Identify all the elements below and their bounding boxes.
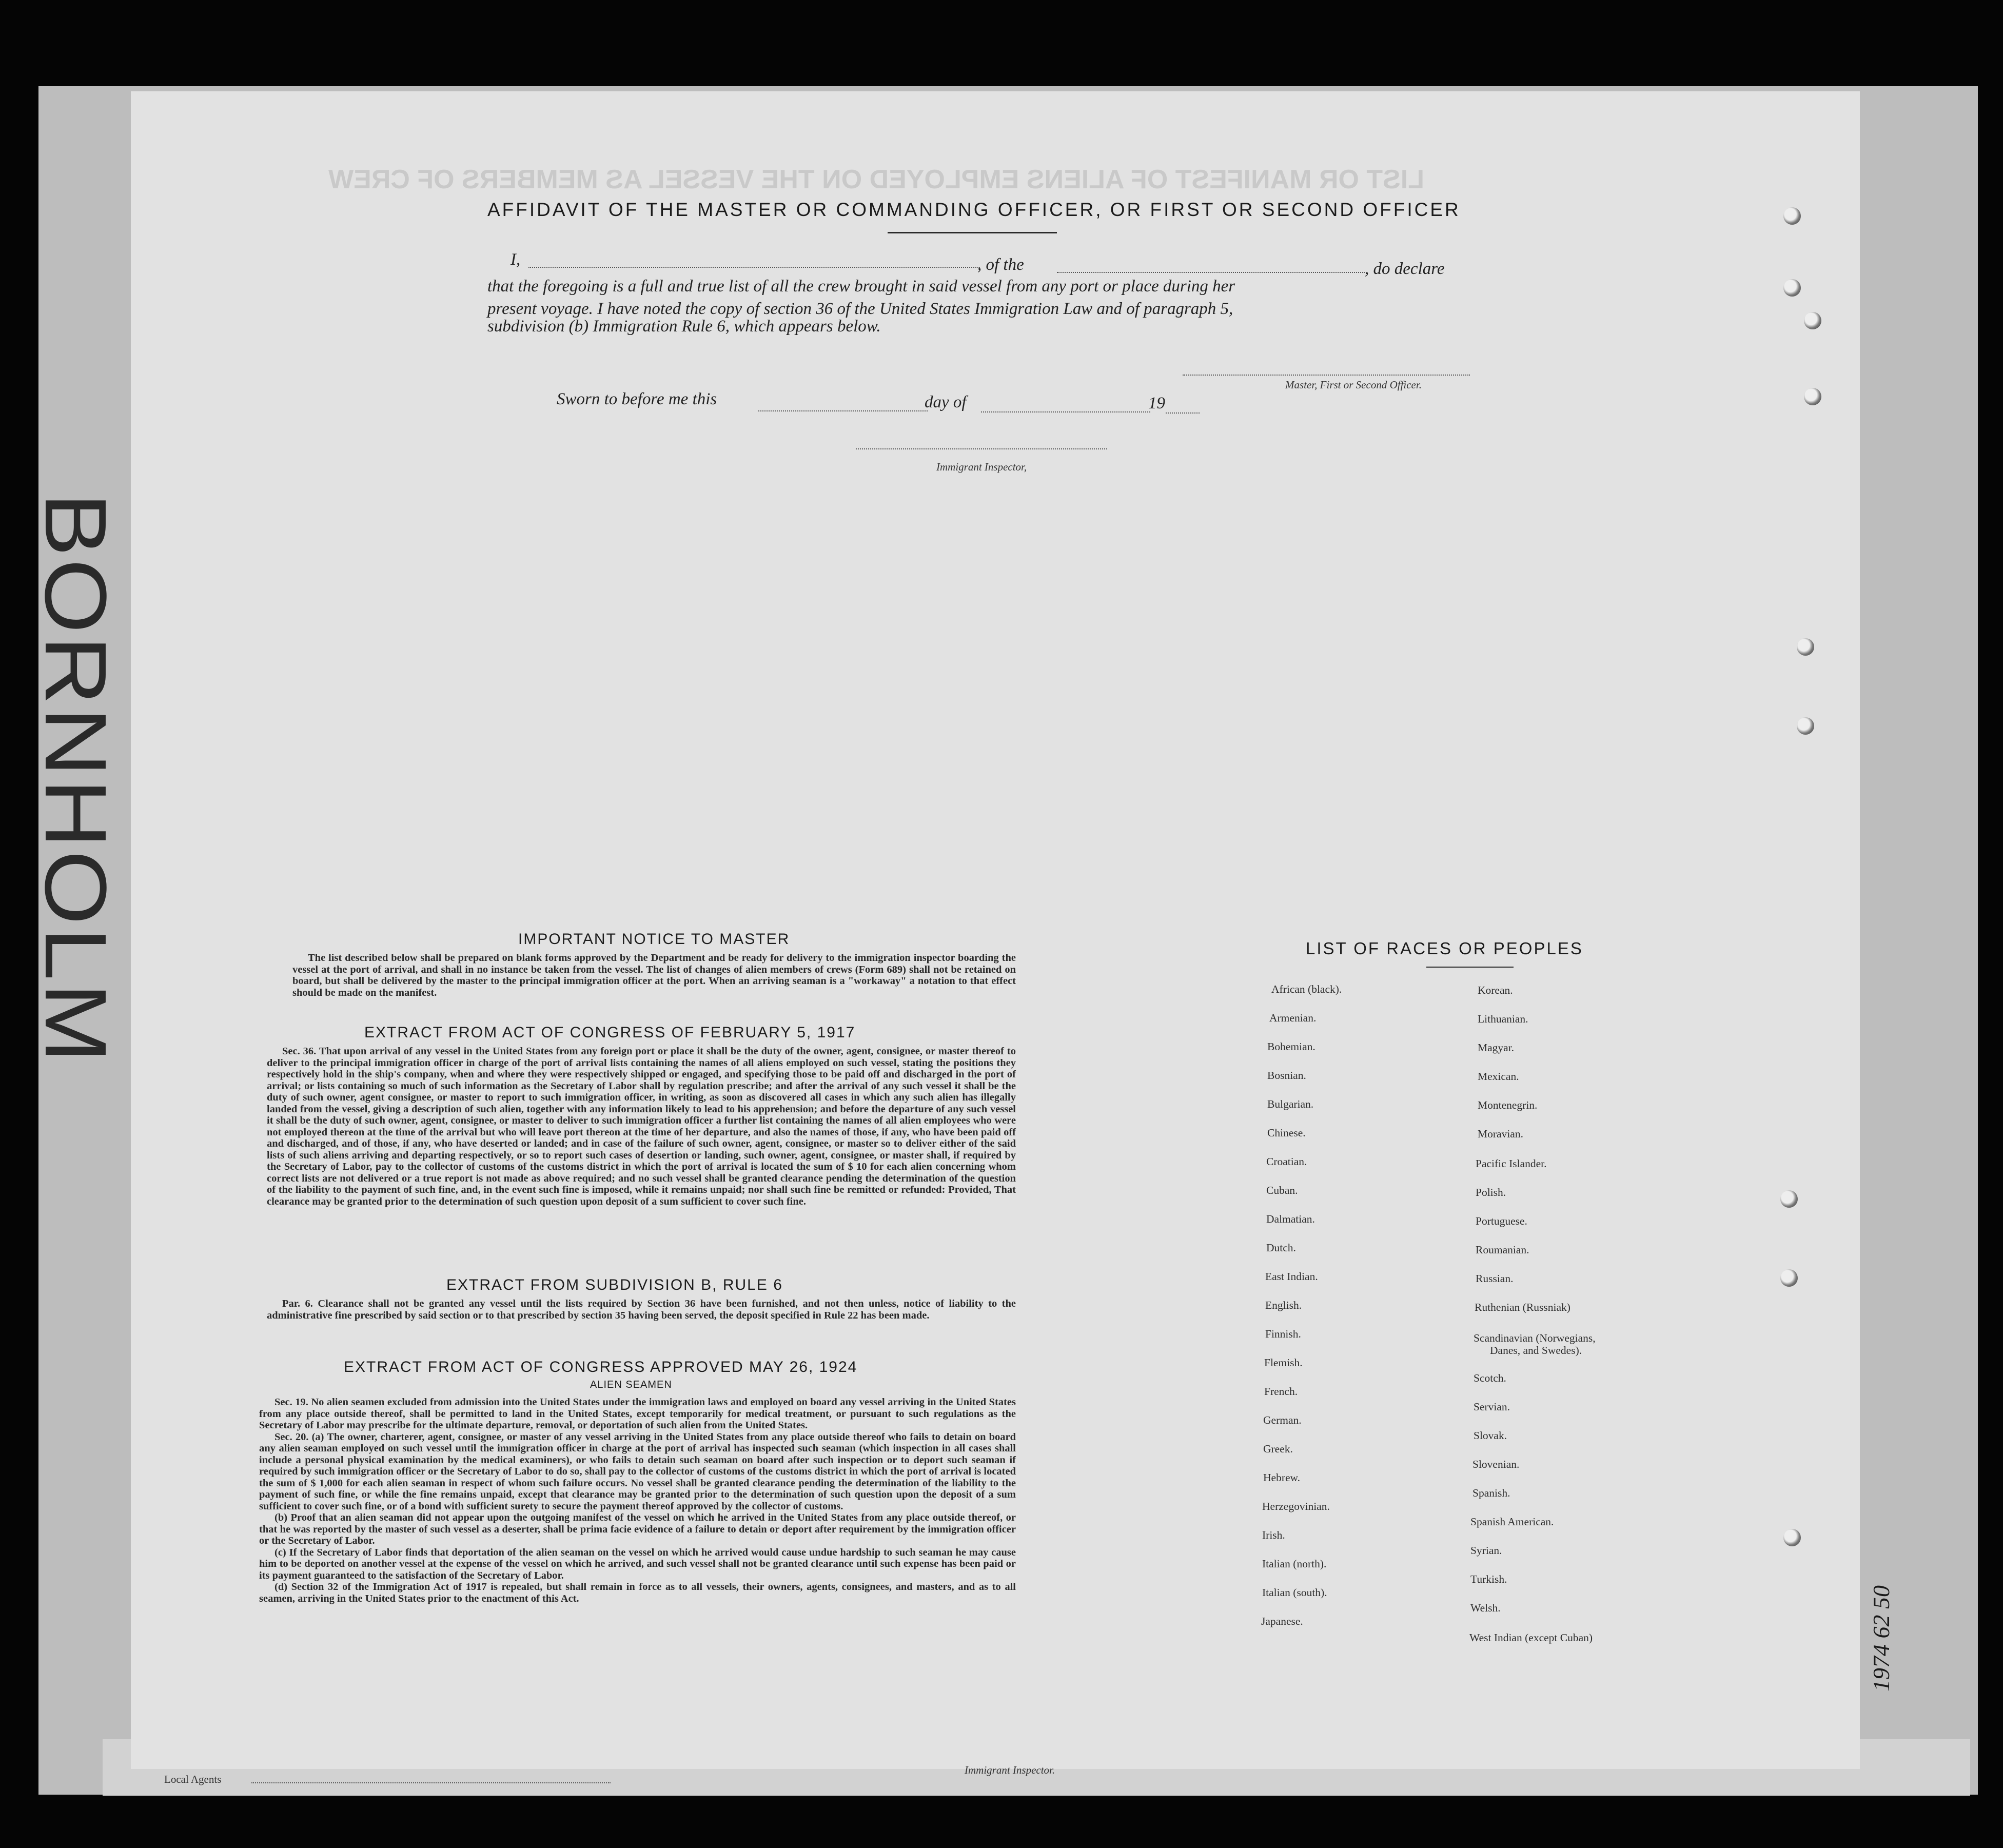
race-item: Cuban.: [1266, 1184, 1298, 1196]
affidavit-of-the: , of the: [977, 255, 1024, 274]
race-item: Ruthenian (Russniak): [1475, 1301, 1570, 1313]
subdivision-title: EXTRACT FROM SUBDIVISION B, RULE 6: [446, 1276, 783, 1293]
affidavit-i: I,: [510, 250, 521, 269]
race-item: Italian (north).: [1262, 1558, 1327, 1570]
race-item: Flemish.: [1264, 1356, 1303, 1369]
punch-hole: [1797, 638, 1814, 656]
local-agents-line: [251, 1781, 611, 1783]
race-item: Korean.: [1478, 984, 1513, 996]
year-blank: [1166, 411, 1200, 414]
race-item: African (black).: [1271, 983, 1342, 995]
inspector-signature-line: [856, 447, 1107, 449]
sec-20d-paragraph: (d) Section 32 of the Immigration Act of 1917 is repealed, but shall remain in force as to all vessels, their owners, agents, consignees, and masters, and as to all seamen, arriving in the United States prior to the enactment of this Act.: [259, 1581, 1016, 1604]
affidavit-title: AFFIDAVIT OF THE MASTER OR COMMANDING OFFICER, OR FIRST OR SECOND OFFICER: [487, 199, 1461, 220]
name-blank: [528, 266, 980, 268]
race-item: Servian.: [1474, 1401, 1510, 1413]
race-item: West Indian (except Cuban): [1469, 1631, 1593, 1644]
race-item: Spanish American.: [1470, 1516, 1554, 1528]
day-blank: [758, 409, 928, 411]
race-item: Bohemian.: [1267, 1040, 1315, 1053]
race-item: Bosnian.: [1267, 1069, 1306, 1082]
master-caption: Master, First or Second Officer.: [1285, 379, 1422, 391]
race-item: Irish.: [1262, 1529, 1285, 1541]
race-item: Armenian.: [1269, 1012, 1317, 1024]
punch-hole: [1804, 312, 1821, 329]
race-item: Turkish.: [1470, 1573, 1507, 1585]
sec-36-paragraph: Sec. 36. That upon arrival of any vessel in the United States from any foreign port or place it shall be the duty of the owner, agent, consignee, or master thereof to deliver to the principal immigration officer in charge of the port of arrival lists containing the names of all aliens employed on such vessel, stating the positions they respectively hold in the ship's company, when and where they were respectively shipped or engaged, and specifying those to be paid off and discharged in the port of arrival; or lists containing so much of such information as the Secretary of Labor shall by regulation prescribe; and after the arrival of any such vessel it shall be the duty of such owner, agent consignee, or master to report to such immigration officer, in writing, as soon as discovered all cases in which any such alien has illegally landed from the vessel, giving a description of such alien, together with any information likely to lead to his apprehension; and before the departure of any such vessel it shall be the duty of such owner, agent, consignee, or master to deliver to such immigration officer a further list containing the names of all alien employees who were not employed thereon at the time of the arrival but who will leave port thereon at the time of her departure, and also the names of those, if any, who have been paid off and discharged, and of those, if any, who have deserted or landed; and in case of the failure of such owner, agent, consignee, or master so to deliver either of the said lists of such aliens arriving and departing respectively, or so to report such cases of desertion or landing, such owner, agent, consignee, or master shall, if required by the Secretary of Labor, pay to the collector of customs of the customs district in which the port of arrival is located the sum of $ 10 for each alien concerning whom correct lists are not delivered or a true report is not made as above required; and no such vessel shall be granted clearance pending the determination of the question of the liability to the payment of such fine, and, in the event such fine is imposed, while it remains unpaid; nor shall such fine be remitted or refunded: Provided, That clearance may be granted prior to the determination of such question upon deposit of a sum sufficient to cover such fine.: [267, 1046, 1016, 1207]
punch-hole: [1783, 1529, 1801, 1546]
race-item: Spanish.: [1472, 1487, 1510, 1499]
race-item: Syrian.: [1470, 1544, 1502, 1557]
alien-seamen-subtitle: ALIEN SEAMEN: [590, 1379, 672, 1390]
race-item: Montenegrin.: [1478, 1099, 1538, 1111]
punch-hole: [1783, 279, 1801, 297]
master-signature-line: [1183, 373, 1470, 376]
month-blank: [981, 410, 1150, 412]
race-item: English.: [1265, 1299, 1302, 1311]
race-item: Dutch.: [1266, 1242, 1296, 1254]
race-item: Hebrew.: [1263, 1471, 1301, 1484]
sec-20b-paragraph: (b) Proof that an alien seaman did not appear upon the outgoing manifest of the vessel on which he arrived in the United States from any place outside thereof, or that he was reported by the master of such vessel as a deserter, shall be prima facie evidence of a failure to detain or deport after requirement by the immigration officer or the Secretary of Labor.: [259, 1512, 1016, 1546]
affidavit-declare: , do declare: [1365, 260, 1445, 278]
extract-1917-title: EXTRACT FROM ACT OF CONGRESS OF FEBRUARY 5, 1917: [364, 1024, 856, 1041]
extract-1924-title: EXTRACT FROM ACT OF CONGRESS APPROVED MAY 26, 1924: [344, 1359, 858, 1375]
year-prefix: 19: [1148, 394, 1165, 412]
punch-hole: [1780, 1190, 1798, 1208]
races-title: LIST OF RACES OR PEOPLES: [1306, 939, 1583, 958]
race-item: German.: [1263, 1414, 1302, 1426]
sec-20a-paragraph: Sec. 20. (a) The owner, charterer, agent, consignee, or master of any vessel arriving in the United States from any place outside thereof who fails to detain on board any alien seaman employed on such vessel until the immigration officer in charge at the port of arrival has inspected such seaman (which inspection in all cases shall include a personal physical examination by the medical examiners), or who fails to detain such seaman on board after such inspection or to deport such seaman if required by such immigration officer or the Secretary of Labor to do so, shall pay to the collector of customs of the customs district in which the port of arrival is located the sum of $ 1,000 for each alien seaman in respect of whom such failure occurs. No vessel shall be granted clearance pending the determination of the liability to the payment of such fine, or while the fine remains unpaid, except that clearance may be granted prior to the determination of such question upon the deposit of a sum sufficient to cover such fine, or of a bond with sufficient surety to secure the payment thereof approved by the collector of customs.: [259, 1431, 1016, 1512]
extract-1924-text: [259, 1397, 1016, 1604]
bleed-through-title: LIST OR MANIFEST OF ALIENS EMPLOYED ON THE VESSEL AS MEMBERS OF CREW: [328, 165, 1424, 194]
sec-20c-paragraph: (c) If the Secretary of Labor finds that deportation of the alien seaman on the vessel on which he arrived would cause undue hardship to such seaman he may cause him to be deported on another vessel at the expense of the vessel on which he arrived, and such vessel shall not be granted clearance until such expense has been paid or its payment guaranteed to the satisfaction of the Secretary of Labor.: [259, 1546, 1016, 1581]
race-item: Scandinavian (Norwegians,: [1474, 1332, 1596, 1344]
race-item: Japanese.: [1261, 1615, 1303, 1627]
extract-1917-text: [267, 1046, 1016, 1207]
vessel-blank: [1057, 271, 1365, 273]
day-of-label: day of: [925, 393, 967, 411]
race-item: Finnish.: [1265, 1328, 1301, 1340]
race-item: Danes, and Swedes).: [1490, 1344, 1582, 1356]
race-item: Chinese.: [1267, 1127, 1306, 1139]
race-item: Mexican.: [1478, 1070, 1519, 1083]
race-item: East Indian.: [1265, 1270, 1318, 1283]
race-item: Lithuanian.: [1478, 1013, 1528, 1025]
race-item: French.: [1264, 1385, 1298, 1398]
punch-hole: [1797, 717, 1814, 735]
affidavit-line-4: subdivision (b) Immigration Rule 6, which appears below.: [487, 317, 881, 336]
race-item: Magyar.: [1478, 1041, 1515, 1054]
race-item: Greek.: [1263, 1443, 1293, 1455]
race-item: Dalmatian.: [1266, 1213, 1315, 1225]
race-item: Herzegovinian.: [1262, 1500, 1330, 1512]
punch-hole: [1780, 1269, 1798, 1287]
footer-inspector-caption: Immigrant Inspector.: [965, 1764, 1055, 1776]
race-item: Slovak.: [1474, 1429, 1507, 1442]
race-item: Slovenian.: [1472, 1458, 1520, 1470]
punch-hole: [1783, 207, 1801, 225]
handwritten-margin-number: 1974 62 50: [1868, 1585, 1894, 1692]
race-item: Croatian.: [1266, 1155, 1307, 1168]
par-6-paragraph: Par. 6. Clearance shall not be granted any vessel until the lists required by Section 36 have been furnished, and not then unless, notice of liability to the administrative fine prescribed by said section or to that prescribed by section 35 having been served, the deposit specified in Rule 22 has been made.: [267, 1298, 1016, 1321]
race-item: Portuguese.: [1476, 1215, 1527, 1227]
subdivision-text: [267, 1298, 1016, 1321]
affidavit-line-2: that the foregoing is a full and true list of all the crew brought in said vessel from any port or place during her: [487, 277, 1235, 296]
inspector-caption: Immigrant Inspector,: [936, 461, 1027, 473]
race-item: Russian.: [1476, 1272, 1514, 1285]
local-agents-label: Local Agents: [164, 1773, 222, 1785]
punch-hole: [1804, 388, 1821, 405]
notice-title: IMPORTANT NOTICE TO MASTER: [518, 931, 790, 948]
title-divider: [888, 232, 1057, 233]
spine-vessel-name: BORNHOLM: [27, 493, 124, 1065]
race-item: Moravian.: [1478, 1128, 1523, 1140]
race-item: Roumanian.: [1476, 1244, 1529, 1256]
races-divider: [1426, 967, 1514, 968]
notice-paragraph: The list described below shall be prepared on blank forms approved by the Department and be ready for delivery to the immigration inspector boarding the vessel at the port of arrival, and shall in no instance be taken from the vessel. The list of changes of alien members of crews (Form 689) shall not be retained on board, but shall be delivered by the master to the principal immigration officer at the port. When an arriving seaman is a "workaway" a notation to that effect should be made on the manifest.: [292, 952, 1016, 998]
race-item: Polish.: [1476, 1186, 1506, 1198]
sworn-label: Sworn to before me this: [557, 390, 717, 408]
affidavit-line-3: present voyage. I have noted the copy of section 36 of the United States Immigration Law and of paragraph 5,: [487, 300, 1233, 318]
race-item: Scotch.: [1474, 1372, 1506, 1384]
race-item: Pacific Islander.: [1476, 1157, 1547, 1170]
sec-19-paragraph: Sec. 19. No alien seamen excluded from admission into the United States under the immigration laws and employed on board any vessel arriving in the United States from any place outside thereof, shall be permitted to land in the United States, except temporarily for medical treatment, or pursuant to such regulations as the Secretary of Labor may prescribe for the ultimate departure, removal, or deportation of such alien from the United States.: [259, 1397, 1016, 1431]
race-item: Italian (south).: [1262, 1586, 1327, 1599]
notice-text: [292, 952, 1016, 998]
race-item: Welsh.: [1470, 1602, 1501, 1614]
race-item: Bulgarian.: [1267, 1098, 1314, 1110]
